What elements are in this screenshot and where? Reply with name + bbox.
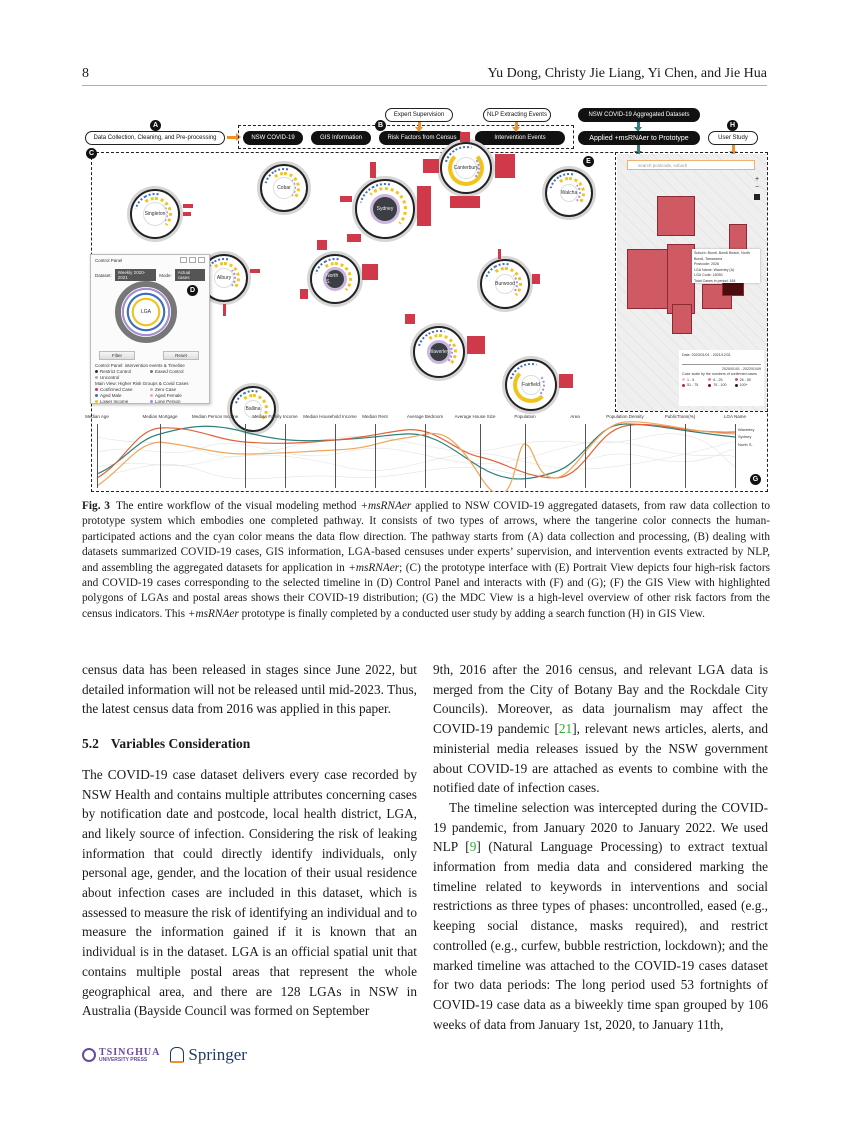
- badge-e: E: [583, 156, 594, 167]
- lga-label-north-sydney: North S.: [738, 442, 753, 447]
- user-study-arrow: [732, 145, 735, 152]
- case-spike: [223, 304, 226, 316]
- axis-label: Median Family Income: [252, 414, 298, 419]
- case-spike: [450, 196, 480, 208]
- map-tooltip: Suburb: Bondi, Bondi Beach, North Bondi, Tamarama Postcode: 2026 LGA Name: Waverley (A) LGA Code: 18050 Total Cases in period: 184: [692, 249, 760, 283]
- step-a-pill: Data Collection, Cleaning, and Pre-processing: [85, 131, 225, 145]
- case-spike: [460, 132, 470, 142]
- section-heading: 5.2 Variables Consideration: [82, 736, 251, 752]
- date-legend-box: [679, 350, 764, 406]
- mode-select[interactable]: Actual cases: [175, 269, 205, 281]
- dataset-risk-factors: Risk Factors from Census: [379, 131, 465, 145]
- legend-section-events: Control Panel: intervention events & Timeline: [95, 363, 185, 368]
- axis-average-bedroom[interactable]: [425, 424, 426, 488]
- badge-c: C: [86, 148, 97, 159]
- axis-median-household-income[interactable]: [335, 424, 336, 488]
- search-input[interactable]: search postcode, suburb: [627, 160, 755, 170]
- glyph-canterbury[interactable]: Canterbury: [440, 142, 492, 194]
- mode-label: Mode:: [159, 272, 172, 278]
- postcode-polygon-selected[interactable]: [722, 282, 744, 296]
- legend-section-groups: Main View: Higher Risk Groups & Covid Cases: [95, 381, 189, 386]
- springer-horse-icon: [170, 1047, 184, 1063]
- axis-median-person-income[interactable]: [245, 424, 246, 488]
- glyph-sydney[interactable]: Sydney: [355, 179, 415, 239]
- dataset-select[interactable]: Weekly 2020-2021: [115, 269, 157, 281]
- close-button[interactable]: [198, 257, 205, 263]
- axis-label: Median Person Income: [191, 414, 239, 419]
- date-slider[interactable]: [682, 361, 761, 365]
- axis-average-house-size[interactable]: [480, 424, 481, 488]
- zoom-in-button[interactable]: +: [754, 176, 760, 183]
- glyph-singleton[interactable]: Singleton: [130, 189, 180, 239]
- legend-item: Aged Male: [95, 393, 150, 399]
- axis-label: Median Household Income: [303, 414, 357, 419]
- springer-logo: Springer: [170, 1045, 247, 1065]
- case-spike: [183, 204, 193, 208]
- caption-label: Fig. 3: [82, 500, 110, 512]
- arrow-a-to-b: [227, 136, 237, 139]
- mdc-view[interactable]: [85, 412, 768, 492]
- axis-area[interactable]: [585, 424, 586, 488]
- aggregated-arrow: [637, 122, 640, 128]
- user-study-pill: User Study: [708, 131, 758, 145]
- aggregated-datasets-pill: NSW COVID-19 Aggregated Datasets: [578, 108, 700, 122]
- case-spike: [498, 249, 501, 259]
- minimize-button[interactable]: [180, 257, 187, 263]
- lga-polygon[interactable]: [627, 249, 672, 309]
- legend-title: Color scale by the numbers of confirmed cases: [682, 372, 757, 376]
- control-panel: [90, 254, 210, 404]
- badge-h: H: [727, 120, 738, 131]
- case-spike: [532, 274, 540, 284]
- filter-button[interactable]: Filter: [99, 351, 135, 360]
- authors: Yu Dong, Christy Jie Liang, Yi Chen, and Jie Hua: [487, 66, 767, 81]
- layer-button[interactable]: [754, 194, 760, 200]
- tsinghua-seal-icon: [82, 1048, 96, 1062]
- axis-median-mortgage[interactable]: [160, 424, 161, 488]
- footer-logos: [82, 1045, 247, 1065]
- glyph-albury[interactable]: Albury: [200, 254, 248, 302]
- axis-label: Median Rent: [362, 414, 388, 419]
- applied-prototype-pill: Applied +msRNAer to Prototype: [578, 131, 700, 145]
- axis-median-rent[interactable]: [375, 424, 376, 488]
- axis-label: Average Bedroom: [406, 414, 444, 419]
- body-column-right: [433, 660, 768, 1034]
- glyph-fairfield[interactable]: Fairfield: [505, 359, 557, 411]
- tsinghua-logo: TSINGHUA UNIVERSITY PRESS: [82, 1048, 160, 1063]
- page-number: 8: [82, 66, 89, 81]
- axis-public-trans[interactable]: [685, 424, 686, 488]
- case-spike: [340, 196, 352, 202]
- case-spike: [405, 314, 415, 324]
- legend-item: 76 - 100: [708, 383, 734, 389]
- axis-median-age[interactable]: [97, 424, 98, 488]
- legend-item: Lower Income: [95, 399, 150, 405]
- legend-item: Confirmed Case: [95, 387, 150, 393]
- control-row: [95, 269, 205, 281]
- case-spike: [317, 240, 327, 250]
- axis-label: PublicTrans(%): [664, 414, 696, 419]
- case-spike: [347, 234, 361, 242]
- case-spike: [250, 269, 260, 273]
- case-spike: [467, 336, 485, 354]
- dataset-label: Dataset:: [95, 272, 112, 278]
- paragraph: 9th, 2016 after the 2016 census, and relevant LGA data is merged from the City of Botany Bay and the Rockdale City Councils). Moreover, as data journalism may affect the COVID-19 pandemic [21], relevant news articles, alerts, and ministerial media releases issued by the NSW government about COVID-19 are attached as events to combine with the notified date of infection cases.: [433, 662, 769, 796]
- badge-g: G: [750, 474, 761, 485]
- axis-label: Area: [570, 414, 580, 419]
- lga-polygon[interactable]: [657, 196, 695, 236]
- legend-item: Lone Person: [150, 399, 205, 405]
- glyph-ballina[interactable]: Ballina: [230, 386, 276, 432]
- legend-item: 51 - 75: [682, 383, 708, 389]
- date-label: Date: 2020/01/01 - 2021/12/31: [682, 353, 731, 357]
- case-spike: [417, 186, 431, 226]
- glyph-walcha[interactable]: Walcha: [545, 169, 593, 217]
- legend-item: Zero Case: [150, 387, 205, 393]
- paragraph: census data has been released in stages since June 2022, but detailed information will not be released until mid-2023. Thus, the latest census data from 2016 was applied in this paper.: [82, 662, 417, 717]
- figure-3: [85, 104, 770, 494]
- figure-caption: Fig. 3 The entire workflow of the visual modeling method +msRNAer applied to NSW COVID-19 aggregated datasets, from raw data collection to prototype system which embodies one completed pathway. It consists of two types of arrows, where the tangerine color connects the human-participated actions and the cyan color means the data flow direction. The pathway starts from (A) data collection and processing, (B) dealing with datasets summarized COVID-19 cases, GIS information, LGA-based censuses under experts’ supervision, and intervention events extracted by NLP, and assembling the aggregated datasets for application in +msRNAer; (C) the prototype interface with (E) Portrait View depicts four high-risk factors and COVID-19 cases corresponding to the selected timeline in (D) Control Panel and interacts with (F) and (G); (F) the GIS View with highlighted polygons of LGAs and postal areas shows their COVID-19 distribution; (G) the MDC View is a high-level overview of other risk factors from the census indicators. This +msRNAer prototype is finally completed by a conducted user study by adding a search function (H) in GIS View.: [82, 500, 770, 620]
- zoom-out-button[interactable]: −: [754, 184, 760, 191]
- parallel-coordinates-lines: [85, 412, 768, 492]
- running-head: [82, 64, 767, 86]
- badge-b: B: [375, 120, 386, 131]
- case-spike: [559, 374, 573, 388]
- legend-item: 26 - 50: [735, 378, 761, 384]
- axis-label: Population Density: [606, 414, 644, 419]
- expert-arrow: [418, 122, 421, 128]
- legend-item: Uncontrol: [95, 375, 150, 381]
- lga-label-sydney: Sydney: [738, 434, 752, 439]
- paragraph: The timeline selection was intercepted during the COVID-19 pandemic, from January 2020 to January 2022. We used NLP [9] (Natural Language Processing) to extract textual information from media data and considered marking the timeline related to keywords in interventions and social restrictions as three types of phases: uncontrolled, eased (e.g., keeping social distance, masks required), and restrict controlled (e.g., curfew, bubble restriction, lockdown); and the marked timeline was attached to the COVID-19 cases dataset for two data periods: The long period used 53 fortnights of COVID-19 case data as a biweekly time span grouped by 106 weeks of data from January 1st, 2020, to January 11th,: [433, 799, 768, 1032]
- prototype-arrow: [637, 145, 640, 152]
- case-spike: [423, 159, 439, 173]
- maximize-button[interactable]: [189, 257, 196, 263]
- badge-a: A: [150, 120, 161, 131]
- reset-button[interactable]: Reset: [163, 351, 199, 360]
- lga-polygon[interactable]: [672, 304, 692, 334]
- citation-link[interactable]: 21: [558, 721, 573, 737]
- dataset-nsw-covid: NSW COVID-19: [243, 131, 303, 145]
- citation-link[interactable]: 9: [469, 839, 477, 855]
- dataset-intervention: Intervention Events: [475, 131, 565, 145]
- control-panel-legend: [95, 363, 205, 405]
- glyph-north-sydney[interactable]: North S.: [310, 254, 360, 304]
- case-spike: [495, 154, 515, 178]
- case-spike: [362, 264, 378, 280]
- paragraph: The COVID-19 case dataset delivers every case recorded by NSW Health and contains multiple attributes concerning cases by notification date and postcode, local health district, LGA, and likely source of infection. Considering the risk of leaking information that could directly identify individuals, only personal age, gender, and the location of their usual residence about infection cases are included in this dataset, which is assessed to measure the risk of identifying an individual and to measure the information gained if it is known that an individual is in the dataset. LGA is an official spatial unit that contains multiple postal areas that represent the whole geographical area, and there are 128 LGAs in NSW in Australia (Bayside Council was formed on September: [82, 766, 417, 1019]
- glyph-burwood[interactable]: Burwood: [480, 259, 530, 309]
- axis-label: Median Age: [85, 414, 109, 419]
- legend-item: Aged Female: [150, 393, 205, 399]
- legend-item: Restrict Control: [95, 369, 150, 375]
- axis-population[interactable]: [525, 424, 526, 488]
- range-label: 2020/01/01 - 2022/01/09: [721, 366, 761, 371]
- nlp-arrow: [515, 122, 518, 128]
- control-panel-title: Control Panel: [95, 258, 123, 263]
- ring-label: LGA: [140, 309, 152, 315]
- expert-supervision-pill: Expert Supervision: [385, 108, 453, 122]
- axis-population-density[interactable]: [630, 424, 631, 488]
- legend-item: Eased Control: [150, 369, 205, 375]
- nlp-events-pill: NLP Extracting Events: [483, 108, 551, 122]
- dataset-gis: GIS Information: [311, 131, 371, 145]
- map-zoom-controls: [753, 176, 761, 202]
- case-spike: [183, 212, 191, 216]
- axis-label: Population: [514, 414, 536, 419]
- gis-view[interactable]: [617, 154, 767, 411]
- axis-median-family-income[interactable]: [285, 424, 286, 488]
- case-spike: [370, 162, 376, 178]
- window-controls: [180, 257, 205, 263]
- timeline-ring[interactable]: [115, 281, 177, 343]
- lga-label-waverley: Waverley: [738, 427, 755, 432]
- legend-item: 100+: [735, 383, 761, 389]
- glyph-waverley[interactable]: Waverley: [413, 326, 465, 378]
- axis-lga-name[interactable]: [735, 424, 736, 488]
- axis-label: Average House Size: [454, 414, 496, 419]
- case-spike: [300, 289, 308, 299]
- glyph-cobar[interactable]: Cobar: [260, 164, 308, 212]
- legend-item: 6 - 25: [708, 378, 734, 384]
- axis-label: LGA Name: [723, 414, 747, 419]
- legend-item: 1 - 5: [682, 378, 708, 384]
- body-column-left: [82, 660, 417, 1021]
- axis-label: Median Mortgage: [142, 414, 178, 419]
- badge-d: D: [187, 285, 198, 296]
